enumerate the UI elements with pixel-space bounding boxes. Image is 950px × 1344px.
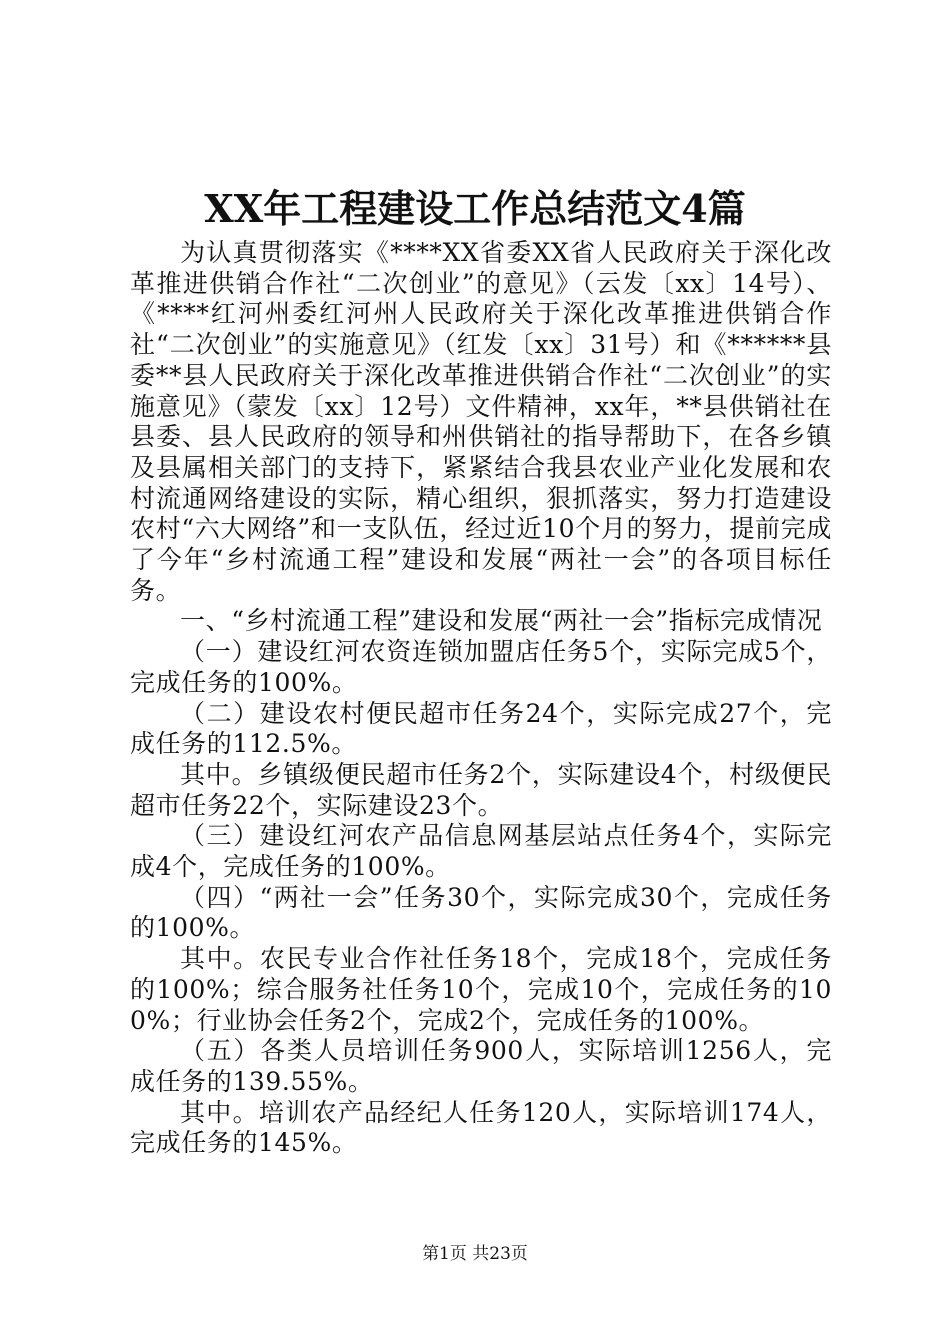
item-3-paragraph: （三）建设红河农产品信息网基层站点任务4个，实际完成4个，完成任务的100%。 — [130, 821, 832, 882]
item-4-detail-paragraph: 其中。农民专业合作社任务18个，完成18个，完成任务的100%；综合服务社任务10个，完成10个，完成任务的100%；行业协会任务2个，完成2个，完成任务的100%。 — [130, 944, 832, 1035]
document-title: XX年工程建设工作总结范文4篇 — [204, 186, 746, 231]
item-2-paragraph: （二）建设农村便民超市任务24个，实际完成27个，完成任务的112.5%。 — [130, 698, 832, 759]
section-heading-1: 一、“乡村流通工程”建设和发展“两社一会”指标完成情况 — [180, 606, 823, 636]
document-body — [130, 238, 832, 1159]
item-5-paragraph: （五）各类人员培训任务900人，实际培训1256人，完成任务的139.55%。 — [130, 1036, 832, 1096]
item-1-paragraph: （一）建设红河农资连锁加盟店任务5个，实际完成5个，完成任务的100%。 — [130, 637, 832, 697]
item-4-paragraph: （四）“两社一会”任务30个，实际完成30个，完成任务的100%。 — [130, 882, 832, 943]
item-2-detail-paragraph: 其中。乡镇级便民超市任务2个，实际建设4个，村级便民超市任务22个，实际建设23个。 — [130, 759, 832, 820]
page-number-footer: 第1页 共23页 — [422, 1244, 528, 1264]
intro-paragraph: 为认真贯彻落实《****XX省委XX省人民政府关于深化改革推进供销合作社“二次创业”的意见》（云发〔xx〕14号）、《****红河州委红河州人民政府关于深化改革推进供销合作社“二次创业”的实施意见》（红发〔xx〕31号）和《******县委**县人民政府关于深化改革推进供销合作社“二次创业”的实施意见》（蒙发〔xx〕12号）文件精神，xx年，**县供销社在县委、县人民政府的领导和州供销社的指导帮助下，在各乡镇及县属相关部门的支持下，紧紧结合我县农业产业化发展和农村流通网络建设的实际，精心组织，狠抓落实，努力打造建设农村“六大网络”和一支队伍，经过近10个月的努力，提前完成了今年“乡村流通工程”建设和发展“两社一会”的各项目标任务。 — [130, 238, 832, 605]
item-5-detail-paragraph: 其中。培训农产品经纪人任务120人，实际培训174人，完成任务的145%。 — [130, 1097, 832, 1158]
